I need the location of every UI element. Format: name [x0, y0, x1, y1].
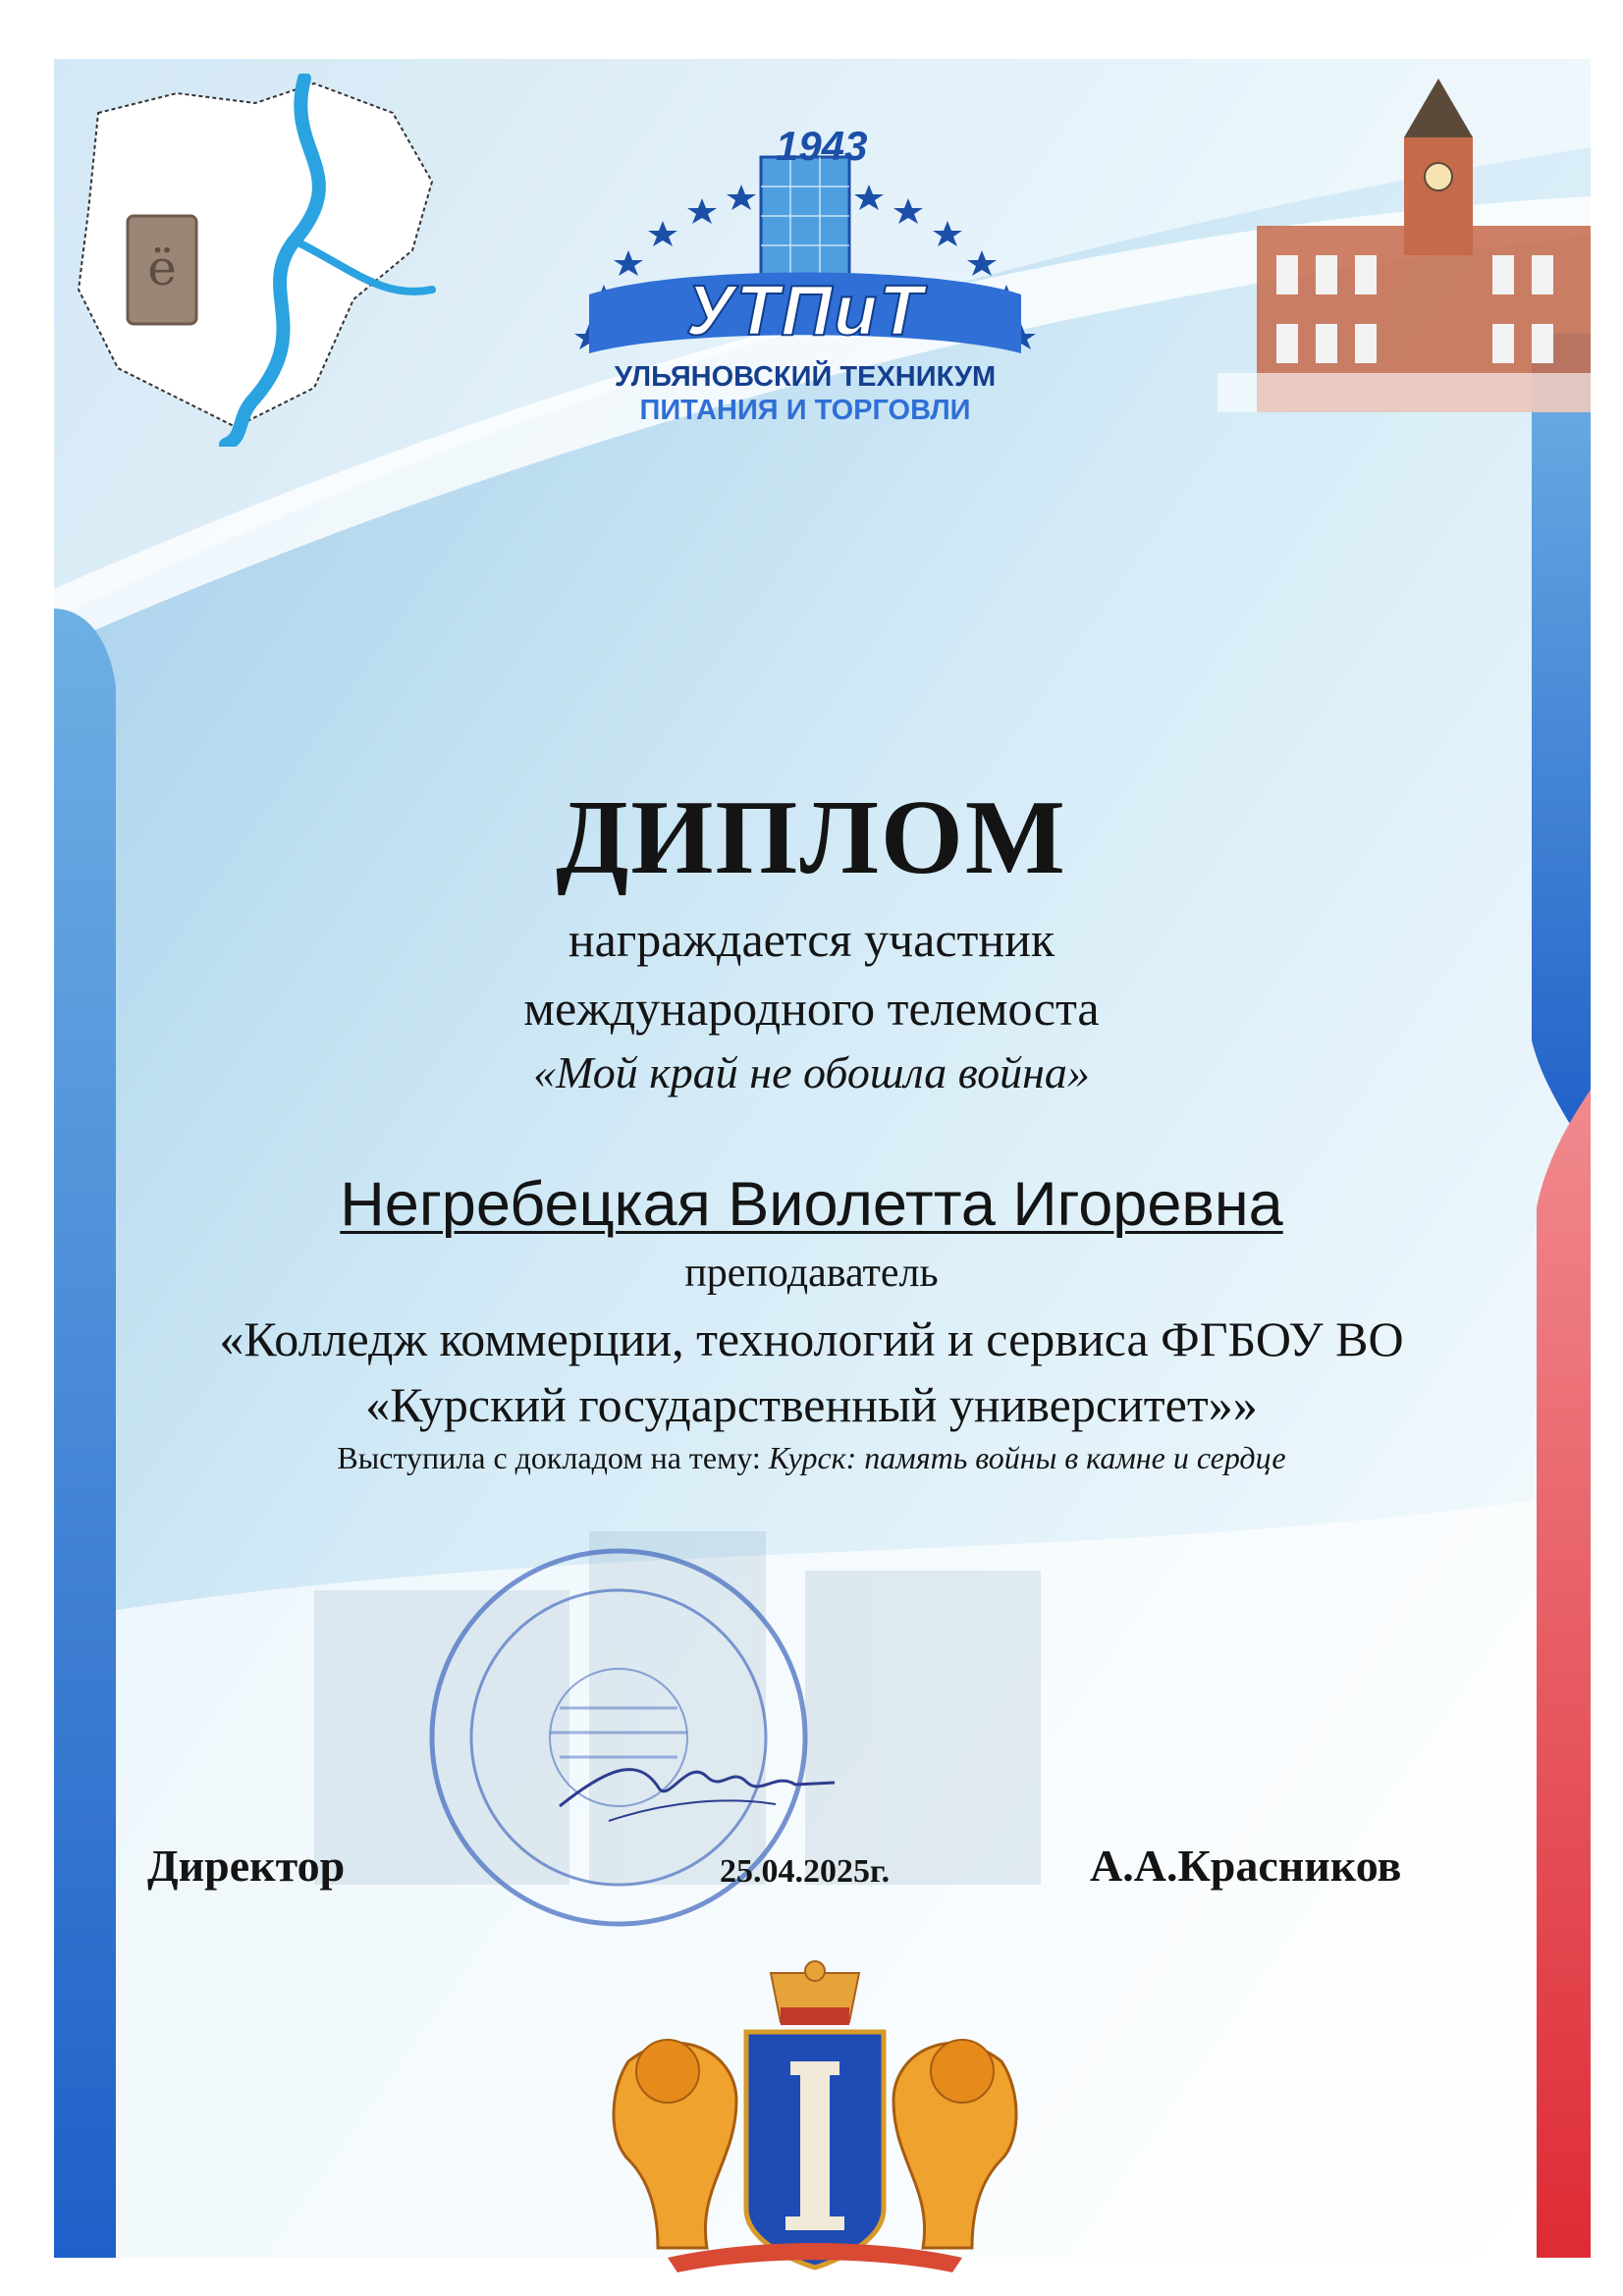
institution-logo	[530, 118, 1080, 432]
report-topic	[0, 1440, 1623, 1476]
logo-abbreviation: УТПиТ	[685, 272, 925, 350]
logo-line-2: ПИТАНИЯ И ТОРГОВЛИ	[639, 395, 971, 426]
signer-name: А.А.Красников	[1090, 1841, 1402, 1891]
region-map-illustration	[59, 74, 471, 447]
issue-date: 25.04.2025г.	[720, 1853, 891, 1890]
building-illustration	[1217, 79, 1591, 412]
recipient-name	[0, 1171, 1623, 1239]
svg-text:ё: ё	[147, 240, 177, 296]
logo-line-1: УЛЬЯНОВСКИЙ ТЕХНИКУМ	[614, 361, 997, 393]
event-name: «Мой край не обошла война»	[533, 1047, 1090, 1097]
award-subtitle-line-2: международного телемоста	[523, 981, 1100, 1036]
director-label: Директор	[147, 1841, 346, 1891]
recipient-position: преподаватель	[684, 1251, 939, 1296]
coat-of-arms-icon	[589, 1953, 1041, 2277]
recipient-name-text: Негребецкая Виолетта Игоревна	[340, 1170, 1283, 1239]
director-signature	[550, 1728, 844, 1836]
report-topic-prefix: Выступила с докладом на тему:	[337, 1440, 761, 1475]
organization-line-2: «Курский государственный университет»»	[365, 1377, 1258, 1432]
diploma-title: ДИПЛОМ	[556, 779, 1067, 896]
report-topic-value: Курск: память войны в камне и сердце	[768, 1440, 1286, 1475]
organization-line-1: «Колледж коммерции, технологий и сервиса ФГБОУ ВО	[219, 1311, 1404, 1366]
logo-year: 1943	[776, 123, 868, 169]
award-subtitle-line-1: награждается участник	[568, 912, 1055, 967]
